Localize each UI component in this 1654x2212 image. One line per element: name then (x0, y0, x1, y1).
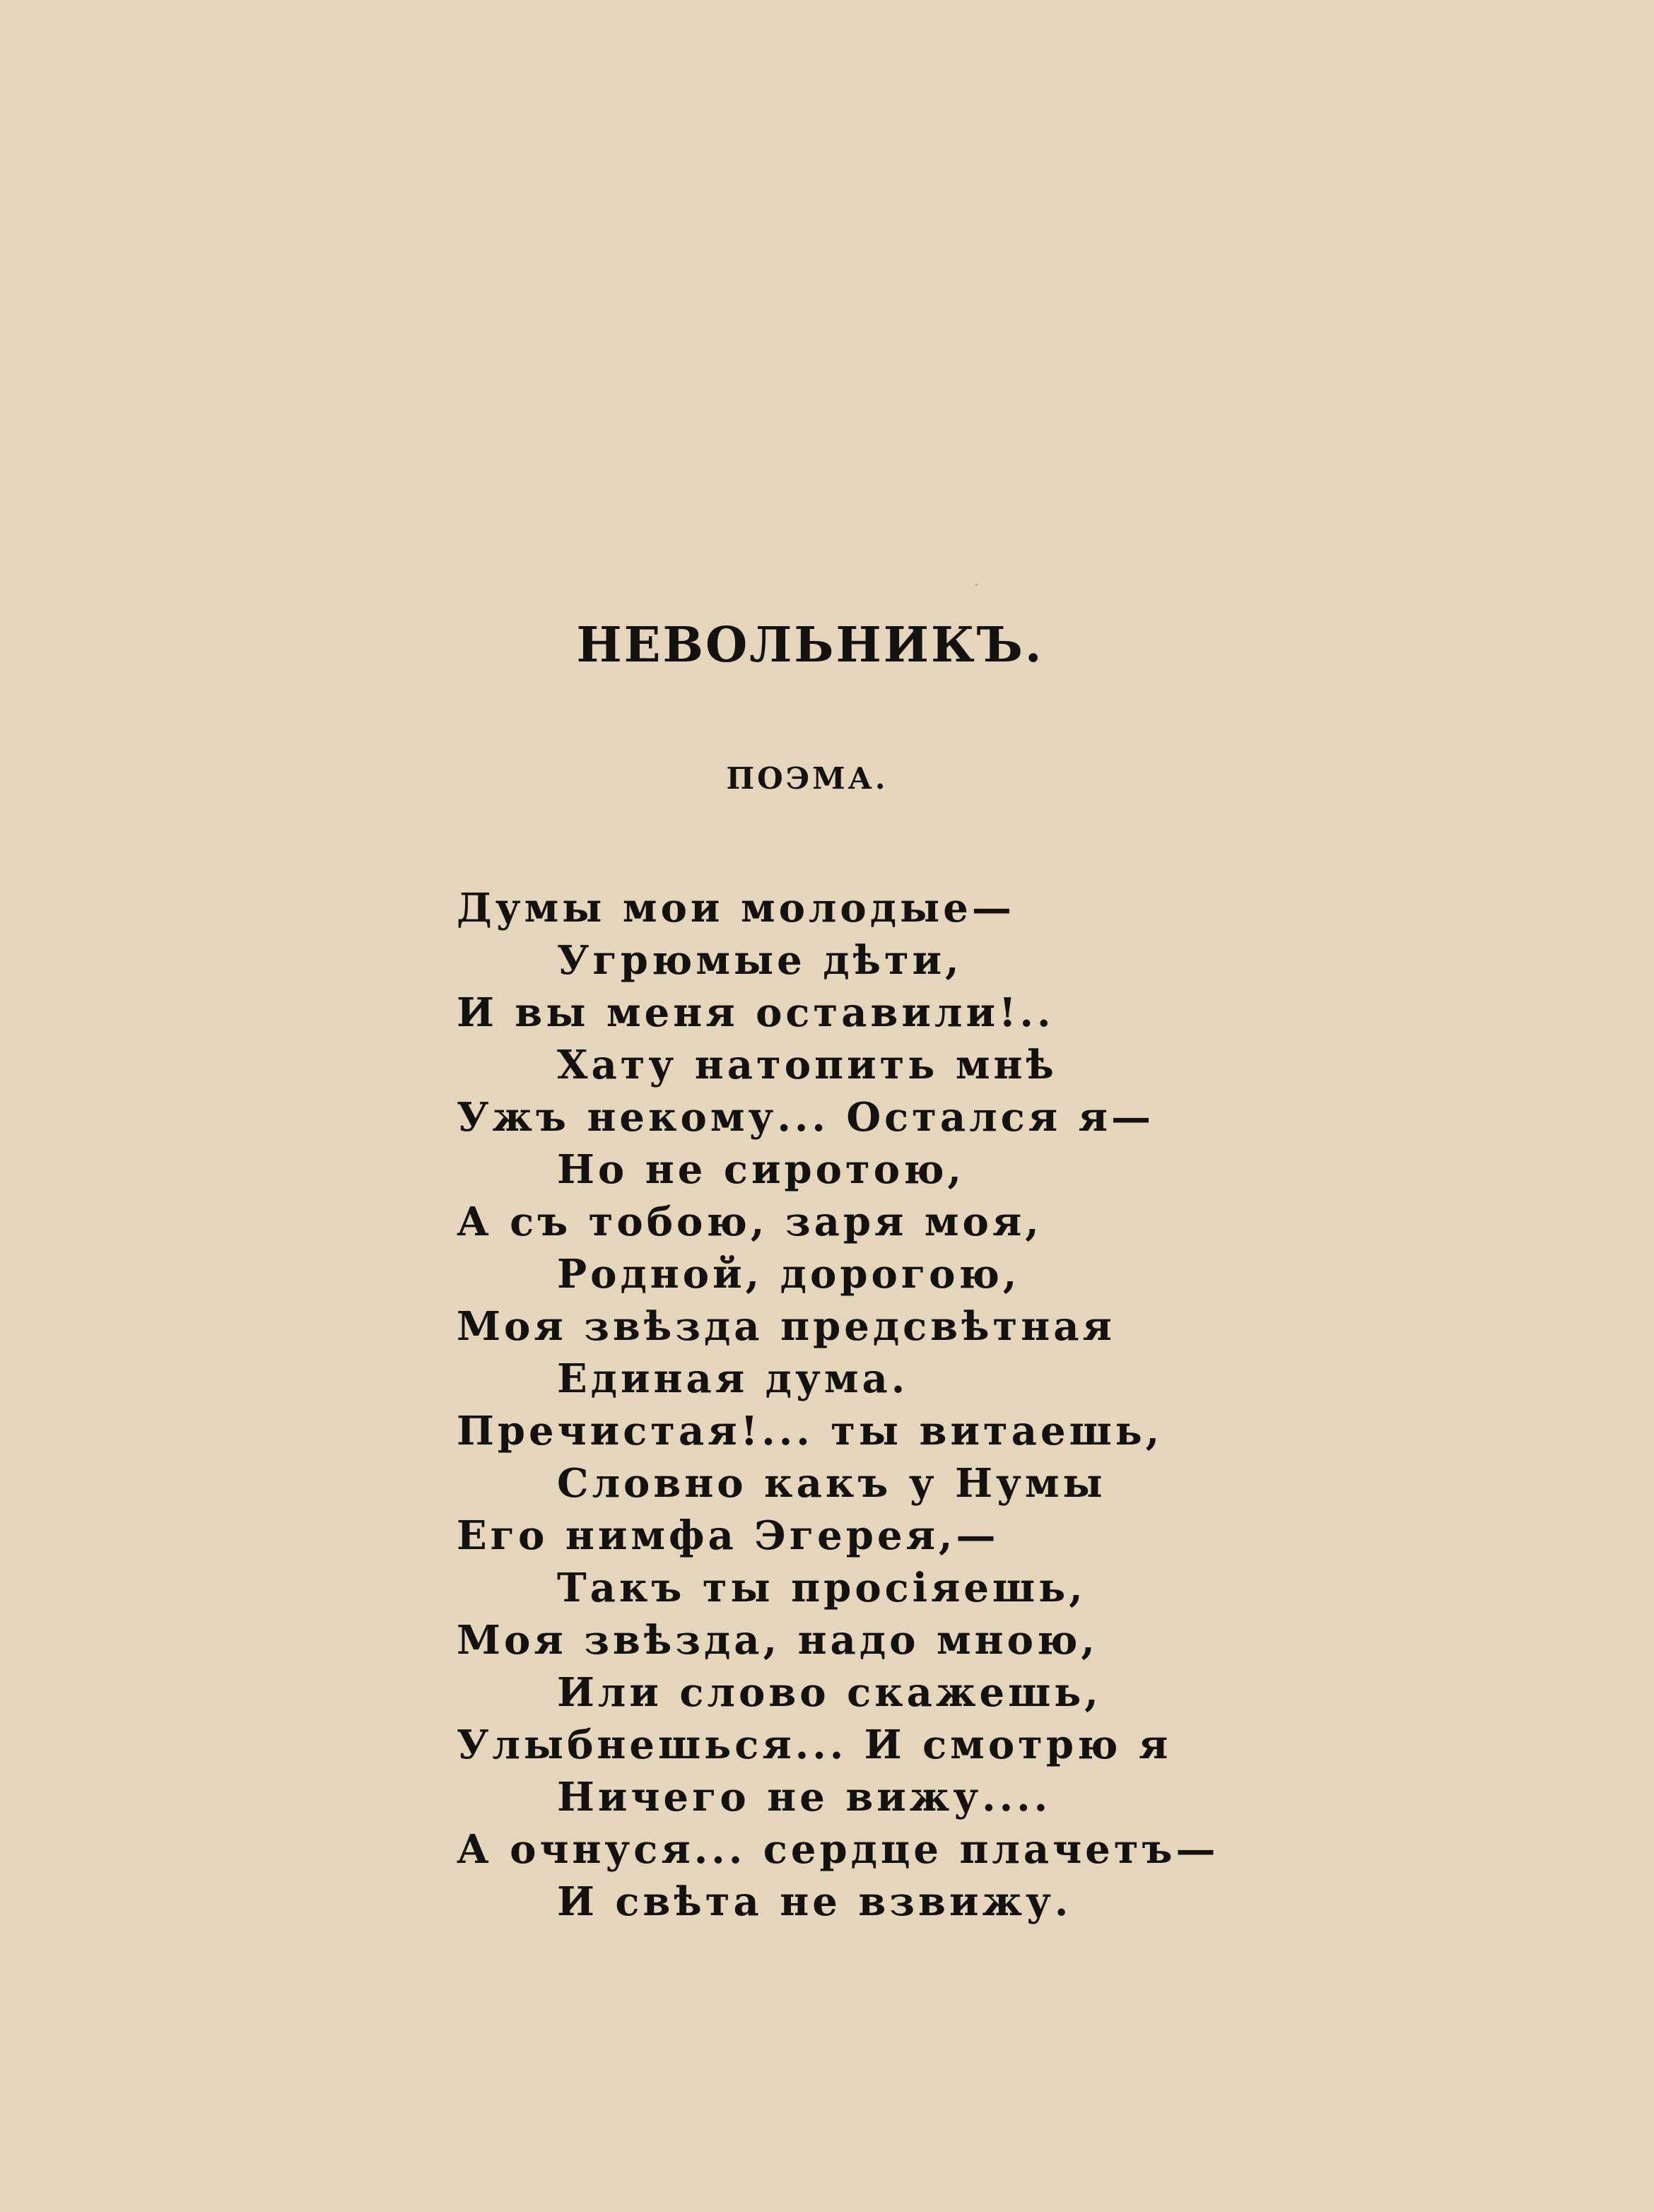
poem-line: И свѣта не взвижу. (557, 1878, 1072, 1925)
poem-line: Улыбнешься... И смотрю я (457, 1722, 1172, 1768)
poem-subtitle: ПОЭМА. (726, 761, 888, 796)
poem-line: Ничего не вижу.... (557, 1774, 1052, 1820)
poem-stanza (457, 882, 1219, 1928)
poem-line: Или слово скажешь, (557, 1669, 1102, 1716)
poem-line: Родной, дорогою, (557, 1251, 1021, 1298)
poem-line: Угрюмые дѣти, (557, 937, 963, 984)
poem-line: Единая дума. (557, 1355, 909, 1402)
poem-line: Такъ ты просіяешь, (557, 1565, 1086, 1611)
poem-line: Его нимфа Эгерея,— (457, 1512, 999, 1559)
poem-line: Словно какъ у Нумы (557, 1460, 1106, 1507)
poem-line: Моя звѣзда, надо мною, (457, 1617, 1098, 1664)
poem-line: И вы меня оставили!.. (457, 989, 1055, 1036)
poem-line: А съ тобою, заря моя, (457, 1199, 1043, 1245)
paper-speck (975, 584, 978, 586)
poem-line: Но не сиротою, (557, 1146, 965, 1193)
poem-line: Хату натопить мнѣ (557, 1042, 1057, 1088)
poem-title: НЕВОЛЬНИКЪ. (576, 617, 1044, 673)
poem-line: Ужъ некому... Остался я— (457, 1094, 1155, 1141)
poem-line: А очнуся... сердце плачетъ— (457, 1826, 1219, 1873)
poem-line: Пречистая!... ты витаешь, (457, 1408, 1163, 1454)
poem-line: Моя звѣзда предсвѣтная (457, 1303, 1115, 1350)
poem-line: Думы мои молодые— (457, 885, 1015, 931)
